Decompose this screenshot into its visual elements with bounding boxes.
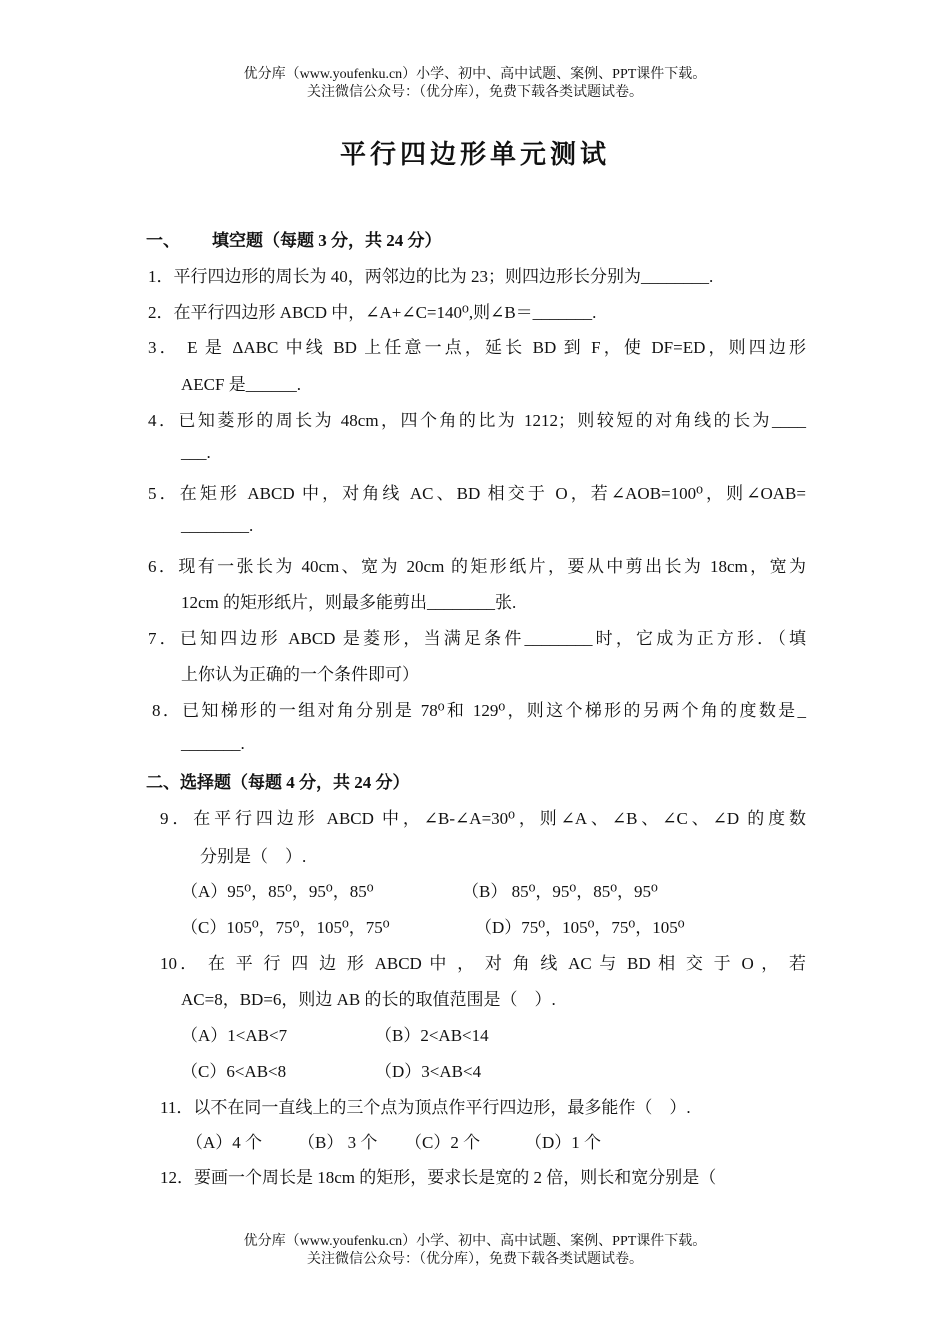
question-9-option-a: （A）95⁰，85⁰，95⁰，85⁰	[181, 882, 374, 901]
question-1: 1．平行四边形的周长为 40，两邻边的比为 23；则四边形长分别为________.	[148, 267, 714, 286]
question-5-line-2: ________.	[181, 516, 254, 535]
question-10-option-a: （A）1<AB<7	[181, 1026, 288, 1045]
question-11-option-a: （A）4 个	[186, 1133, 263, 1152]
question-11: 11．以不在同一直线上的三个点为顶点作平行四边形，最多能作（ ）.	[160, 1098, 691, 1117]
question-9-option-c: （C）105⁰，75⁰，105⁰，75⁰	[181, 918, 390, 937]
question-8-line-2: _______.	[181, 734, 245, 753]
question-8-line-1: 8．已知梯形的一组对角分别是 78⁰和 129⁰，则这个梯形的另两个角的度数是_	[152, 701, 806, 720]
question-2: 2．在平行四边形 ABCD 中，∠A+∠C=140⁰,则∠B＝_______.	[148, 303, 597, 322]
header-line-2: 关注微信公众号：（优分库），免费下载各类试题试卷。	[307, 85, 643, 100]
question-7-line-2: 上你认为正确的一个条件即可）	[181, 665, 419, 684]
footer-line-1: 优分库（www.youfenku.cn）小学、初中、高中试题、案例、PPT课件下载。	[243, 1234, 707, 1249]
section-2-heading: 二、选择题（每题 4 分，共 24 分）	[146, 773, 410, 792]
question-6-line-1: 6．现有一张长为 40cm、宽为 20cm 的矩形纸片，要从中剪出长为 18cm，宽为	[148, 557, 806, 576]
section-1-number: 一、	[146, 231, 180, 250]
question-9-line-1: 9．在平行四边形 ABCD 中，∠B-∠A=30⁰，则∠A、∠B、∠C、∠D 的度数	[160, 809, 806, 828]
section-1-heading: 填空题（每题 3 分，共 24 分）	[212, 231, 442, 250]
question-10-option-b: （B）2<AB<14	[375, 1026, 489, 1045]
question-10-line-2: AC=8，BD=6，则边 AB 的长的取值范围是（ ）.	[181, 990, 556, 1009]
question-9-option-b: （B） 85⁰，95⁰，85⁰，95⁰	[462, 882, 658, 901]
question-3-line-1: 3． E 是 ΔABC 中线 BD 上任意一点，延长 BD 到 F，使 DF=ED，则四边形	[148, 338, 806, 357]
question-12: 12．要画一个周长是 18cm 的矩形，要求长是宽的 2 倍，则长和宽分别是（	[160, 1168, 717, 1187]
header-line-1: 优分库（www.youfenku.cn）小学、初中、高中试题、案例、PPT课件下载。	[243, 67, 707, 82]
question-11-option-b: （B） 3 个	[298, 1133, 378, 1152]
question-4-line-2: ___.	[181, 443, 211, 462]
question-11-option-d: （D）1 个	[525, 1133, 602, 1152]
question-10-option-c: （C）6<AB<8	[181, 1062, 287, 1081]
footer-line-2: 关注微信公众号：（优分库），免费下载各类试题试卷。	[307, 1252, 643, 1267]
question-4-line-1: 4．已知菱形的周长为 48cm，四个角的比为 1212；则较短的对角线的长为____	[148, 411, 806, 430]
question-7-line-1: 7．已知四边形 ABCD 是菱形，当满足条件________时，它成为正方形．（填	[148, 629, 806, 648]
question-5-line-1: 5．在矩形 ABCD 中，对角线 AC、BD 相交于 O，若∠AOB=100⁰，则∠OAB=	[148, 484, 806, 503]
question-6-line-2: 12cm 的矩形纸片，则最多能剪出________张.	[181, 593, 517, 612]
page-title: 平行四边形单元测试	[339, 140, 610, 169]
question-9-line-2: 分别是（ ）.	[200, 847, 307, 866]
question-3-line-2: AECF 是______.	[181, 375, 301, 394]
question-10-line-1: 10． 在 平 行 四 边 形 ABCD 中 ， 对 角 线 AC 与 BD 相 交 于 O ， 若	[160, 954, 806, 973]
question-9-option-d: （D）75⁰，105⁰，75⁰，105⁰	[475, 918, 685, 937]
question-10-option-d: （D）3<AB<4	[375, 1062, 482, 1081]
question-11-option-c: （C）2 个	[405, 1133, 481, 1152]
